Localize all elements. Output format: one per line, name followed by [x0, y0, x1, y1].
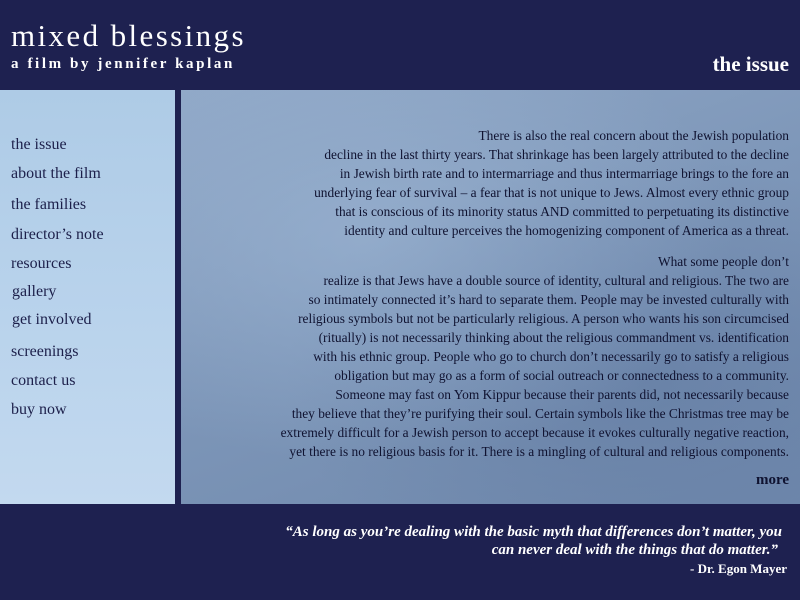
sidebar-item-get-involved[interactable]: get involved	[12, 311, 92, 328]
paragraph-line: What some people don’t	[657, 254, 789, 269]
paragraph-line: decline in the last thirty years. That shrinkage has been largely attributed to the decline	[324, 147, 789, 162]
paragraph-line: yet there is no religious basis for it. There is a mingling of cultural and religious components.	[289, 444, 789, 459]
main-content	[181, 90, 800, 504]
paragraph-line: so intimately connected it’s hard to separate them. People may be invested culturally with	[308, 292, 789, 307]
footer	[0, 504, 800, 600]
sidebar-item-directors-note[interactable]: director’s note	[11, 226, 104, 243]
quote-line-2: can never deal with the things that do matter.”	[491, 542, 778, 558]
paragraph-line: with his ethnic group. People who go to church don’t necessarily go to satisfy a religious	[313, 349, 789, 364]
more-link[interactable]: more	[755, 472, 789, 488]
sidebar-item-gallery[interactable]: gallery	[12, 283, 57, 300]
sidebar-item-screenings[interactable]: screenings	[11, 343, 79, 360]
sidebar-item-contact-us[interactable]: contact us	[11, 372, 76, 389]
paragraph-line: (ritually) is not necessarily thinking about the religious commandment vs. identification	[318, 330, 789, 345]
page-title: the issue	[712, 52, 789, 76]
paragraph-double-identity	[199, 252, 789, 461]
paragraph-line: There is also the real concern about the Jewish population	[478, 128, 789, 143]
sidebar-nav	[0, 90, 175, 504]
paragraph-line: Someone may fast on Yom Kippur because their parents did, not necessarily because	[335, 387, 789, 402]
paragraph-line: underlying fear of survival – a fear that is not unique to Jews. Almost every ethnic group	[314, 185, 789, 200]
sidebar-item-about-the-film[interactable]: about the film	[11, 165, 101, 182]
paragraph-line: obligation but may go as a form of social outreach or connectedness to a community.	[334, 368, 789, 383]
paragraph-line: religious symbols but not be particularly religious. A person who wants his son circumcised	[298, 311, 789, 326]
paragraph-population-decline	[199, 126, 789, 240]
paragraph-line: realize is that Jews have a double source of identity, cultural and religious. The two are	[323, 273, 789, 288]
quote-attribution: - Dr. Egon Mayer	[689, 561, 787, 576]
sidebar-item-the-families[interactable]: the families	[11, 196, 87, 213]
paragraph-line: that is conscious of its minority status AND committed to perpetuating its distinctive	[335, 204, 789, 219]
quote-line-1: “As long as you’re dealing with the basic myth that differences don’t matter, you	[285, 524, 782, 540]
paragraph-line: they believe that they’re purifying their soul. Certain symbols like the Christmas tree may be	[291, 406, 789, 421]
sidebar-item-the-issue[interactable]: the issue	[11, 136, 67, 153]
sidebar-item-buy-now[interactable]: buy now	[11, 401, 67, 418]
header	[0, 0, 800, 90]
site-title[interactable]: mixed blessings	[11, 18, 246, 53]
paragraph-line: extremely difficult for a Jewish person to accept because it evokes culturally negative reaction,	[280, 425, 789, 440]
site-subtitle: a film by jennifer kaplan	[11, 56, 235, 72]
paragraph-line: in Jewish birth rate and to intermarriage and thus intermarriage brings to the fore an	[339, 166, 789, 181]
paragraph-line: identity and culture perceives the homogenizing component of America as a threat.	[344, 223, 789, 238]
sidebar-item-resources[interactable]: resources	[11, 255, 72, 272]
